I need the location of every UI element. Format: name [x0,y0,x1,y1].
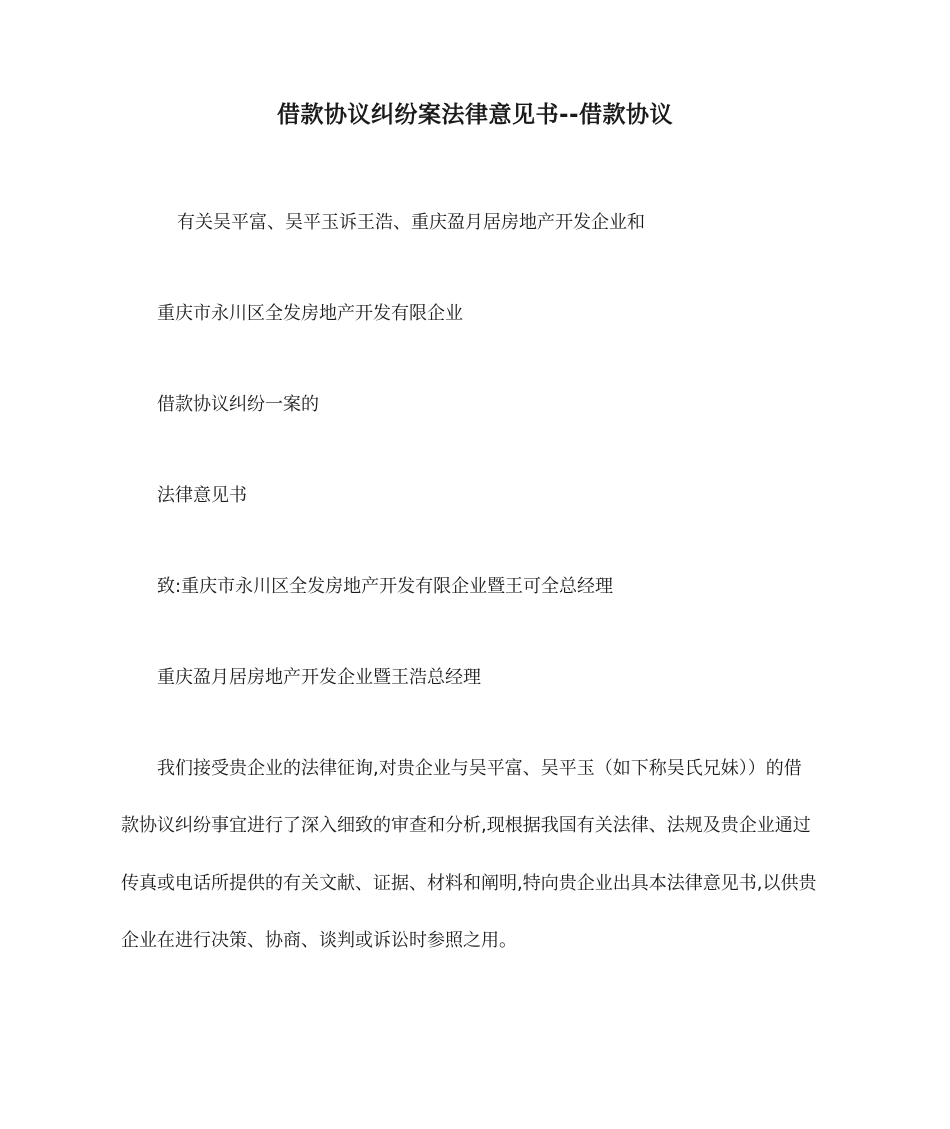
addressee-line-2: 重庆盈月居房地产开发企业暨王浩总经理 [157,667,481,688]
case-party-line: 重庆市永川区全发房地产开发有限企业 [157,303,463,324]
body-paragraph-line: 款协议纠纷事宜进行了深入细致的审查和分析,现根据我国有关法律、法规及贵企业通过 [121,815,811,836]
body-paragraph-line: 传真或电话所提供的有关文献、证据、材料和阐明,特向贵企业出具本法律意见书,以供贵 [121,873,817,894]
opinion-heading: 法律意见书 [157,485,247,506]
body-paragraph-line: 我们接受贵企业的法律征询,对贵企业与吴平富、吴平玉（如下称吴氏兄妹））的借 [157,758,802,779]
body-paragraph-line: 企业在进行决策、协商、谈判或诉讼时参照之用。 [121,930,517,951]
document-title: 借款协议纠纷案法律意见书--借款协议 [276,102,674,128]
case-type-line: 借款协议纠纷一案的 [157,394,319,415]
case-subject-line: 有关吴平富、吴平玉诉王浩、重庆盈月居房地产开发企业和 [177,212,645,233]
addressee-line-1: 致:重庆市永川区全发房地产开发有限企业暨王可全总经理 [157,576,614,597]
